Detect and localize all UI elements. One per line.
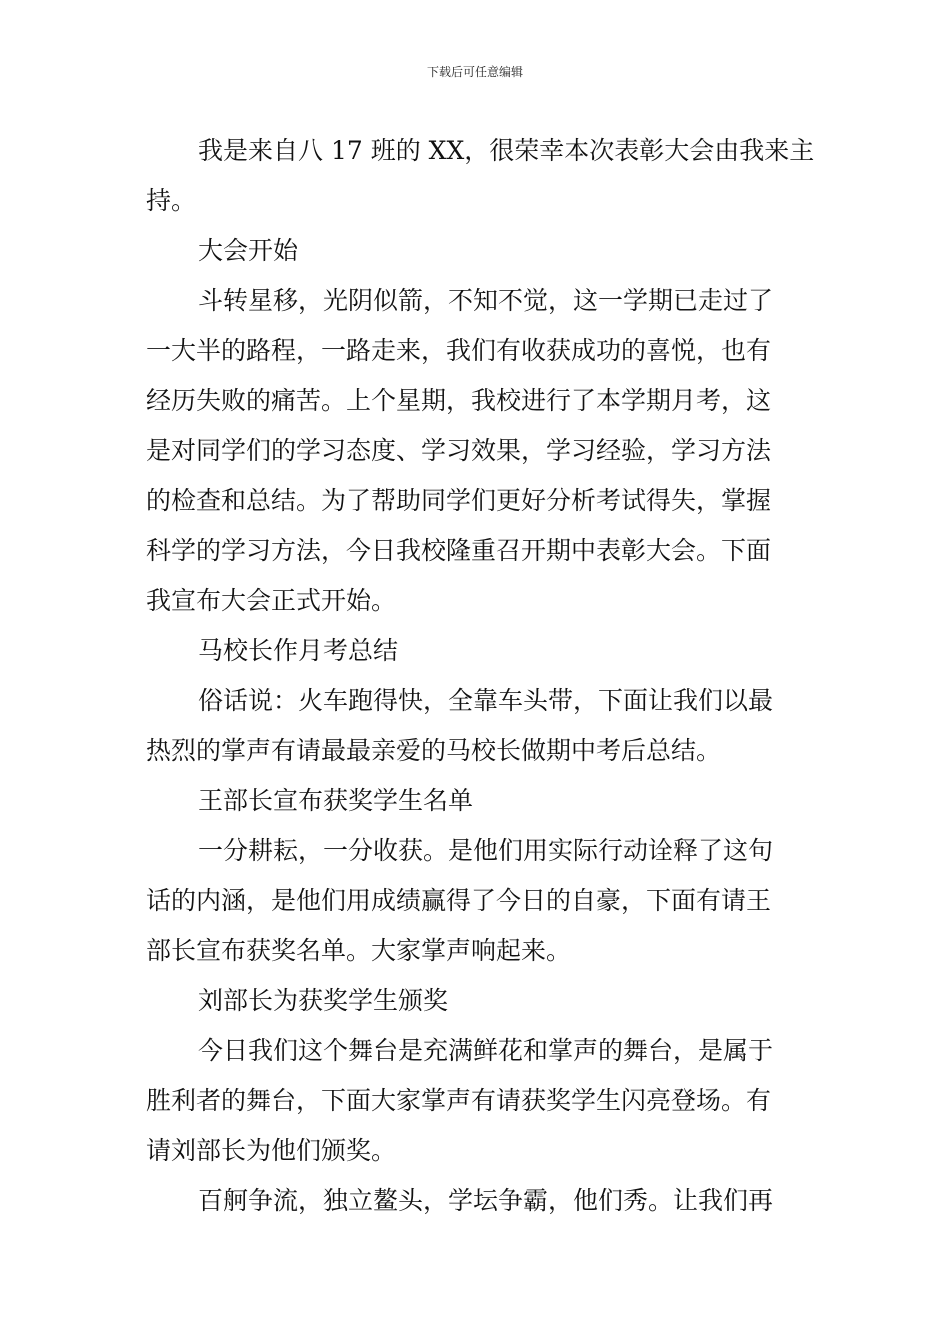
text-line: 一大半的路程，一路走来，我们有收获成功的喜悦，也有: [146, 336, 772, 365]
text-line: 大会开始: [198, 236, 299, 265]
text-line: 马校长作月考总结: [198, 636, 399, 665]
text-line: 请刘部长为他们颁奖。: [146, 1136, 397, 1165]
section-heading-principal-summary: [146, 626, 808, 676]
text-line: 百舸争流，独立鳌头，学坛争霸，他们秀。让我们再: [198, 1186, 774, 1215]
text-line: 是对同学们的学习态度、学习效果，学习经验，学习方法: [146, 436, 772, 465]
paragraph-award-list-intro: [146, 826, 808, 976]
paragraph-intro: [146, 126, 815, 226]
paragraph-award-ceremony-intro: [146, 1026, 808, 1176]
text-line: 持。: [146, 186, 197, 215]
text-line: 科学的学习方法，今日我校隆重召开期中表彰大会。下面: [146, 536, 772, 565]
page-header-note: 下载后可任意编辑: [426, 65, 523, 79]
text-line: 斗转星移，光阴似箭，不知不觉，这一学期已走过了: [198, 286, 774, 315]
paragraph-opening-speech: [146, 276, 808, 626]
text-line: 部长宣布获奖名单。大家掌声响起来。: [146, 936, 572, 965]
paragraph-closing-praise: [146, 1176, 808, 1226]
paragraph-principal-intro: [146, 676, 808, 776]
text-line: 刘部长为获奖学生颁奖: [198, 986, 449, 1015]
text-line: 的检查和总结。为了帮助同学们更好分析考试得失，掌握: [146, 486, 772, 515]
section-heading-opening: [146, 226, 808, 276]
section-heading-award-list: [146, 776, 808, 826]
text-line: 一分耕耘，一分收获。是他们用实际行动诠释了这句: [198, 836, 774, 865]
document-body: [146, 126, 815, 1226]
text-line: 热烈的掌声有请最最亲爱的马校长做期中考后总结。: [146, 736, 722, 765]
text-line: 我是来自八 17 班的 XX，很荣幸本次表彰大会由我来主: [198, 136, 815, 165]
text-line: 我宣布大会正式开始。: [146, 586, 397, 615]
text-line: 王部长宣布获奖学生名单: [198, 786, 474, 815]
text-line: 胜利者的舞台，下面大家掌声有请获奖学生闪亮登场。有: [146, 1086, 772, 1115]
text-line: 俗话说：火车跑得快，全靠车头带，下面让我们以最: [198, 686, 774, 715]
text-line: 今日我们这个舞台是充满鲜花和掌声的舞台，是属于: [198, 1036, 774, 1065]
text-line: 经历失败的痛苦。上个星期，我校进行了本学期月考，这: [146, 386, 772, 415]
section-heading-award-ceremony: [146, 976, 808, 1026]
text-line: 话的内涵，是他们用成绩赢得了今日的自豪，下面有请王: [146, 886, 772, 915]
